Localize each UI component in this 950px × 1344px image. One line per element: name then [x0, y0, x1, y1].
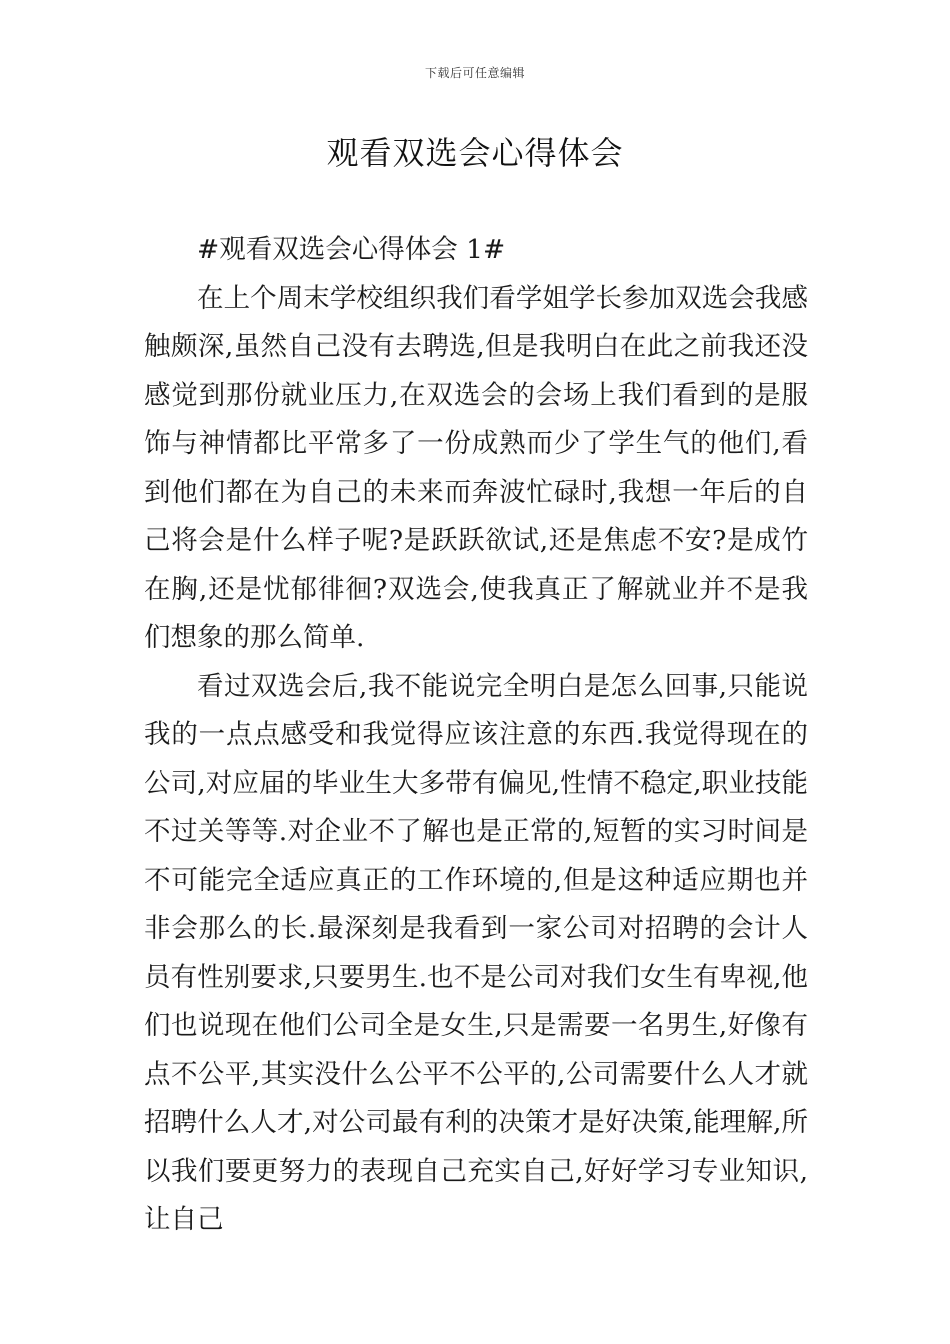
body-paragraph-1: 在上个周末学校组织我们看学姐学长参加双选会我感触颇深,虽然自己没有去聘选,但是我明白在此之前我还没感觉到那份就业压力,在双选会的会场上我们看到的是服饰与神情都比平常多了一份成熟而少了学生气的他们,看到他们都在为自己的未来而奔波忙碌时,我想一年后的自己将会是什么样子呢?是跃跃欲试,还是焦虑不安?是成竹在胸,还是忧郁徘徊?双选会,使我真正了解就业并不是我们想象的那么简单.: [144, 282, 808, 653]
document-body: [144, 226, 808, 1245]
header-note: 下载后可任意编辑: [424, 66, 525, 80]
document-title: 观看双选会心得体会: [326, 134, 624, 172]
body-paragraph-2: 看过双选会后,我不能说完全明白是怎么回事,只能说我的一点点感受和我觉得应该注意的东西.我觉得现在的公司,对应届的毕业生大多带有偏见,性情不稳定,职业技能不过关等等.对企业不了解也是正常的,短暂的实习时间是不可能完全适应真正的工作环境的,但是这种适应期也并非会那么的长.最深刻是我看到一家公司对招聘的会计人员有性别要求,只要男生.也不是公司对我们女生有卑视,他们也说现在他们公司全是女生,只是需要一名男生,好像有点不公平,其实没什么公平不公平的,公司需要什么人才就招聘什么人才,对公司最有利的决策才是好决策,能理解,所以我们要更努力的表现自己充实自己,好好学习专业知识,让自己: [144, 670, 808, 1235]
section-heading: #观看双选会心得体会 1#: [197, 234, 506, 265]
